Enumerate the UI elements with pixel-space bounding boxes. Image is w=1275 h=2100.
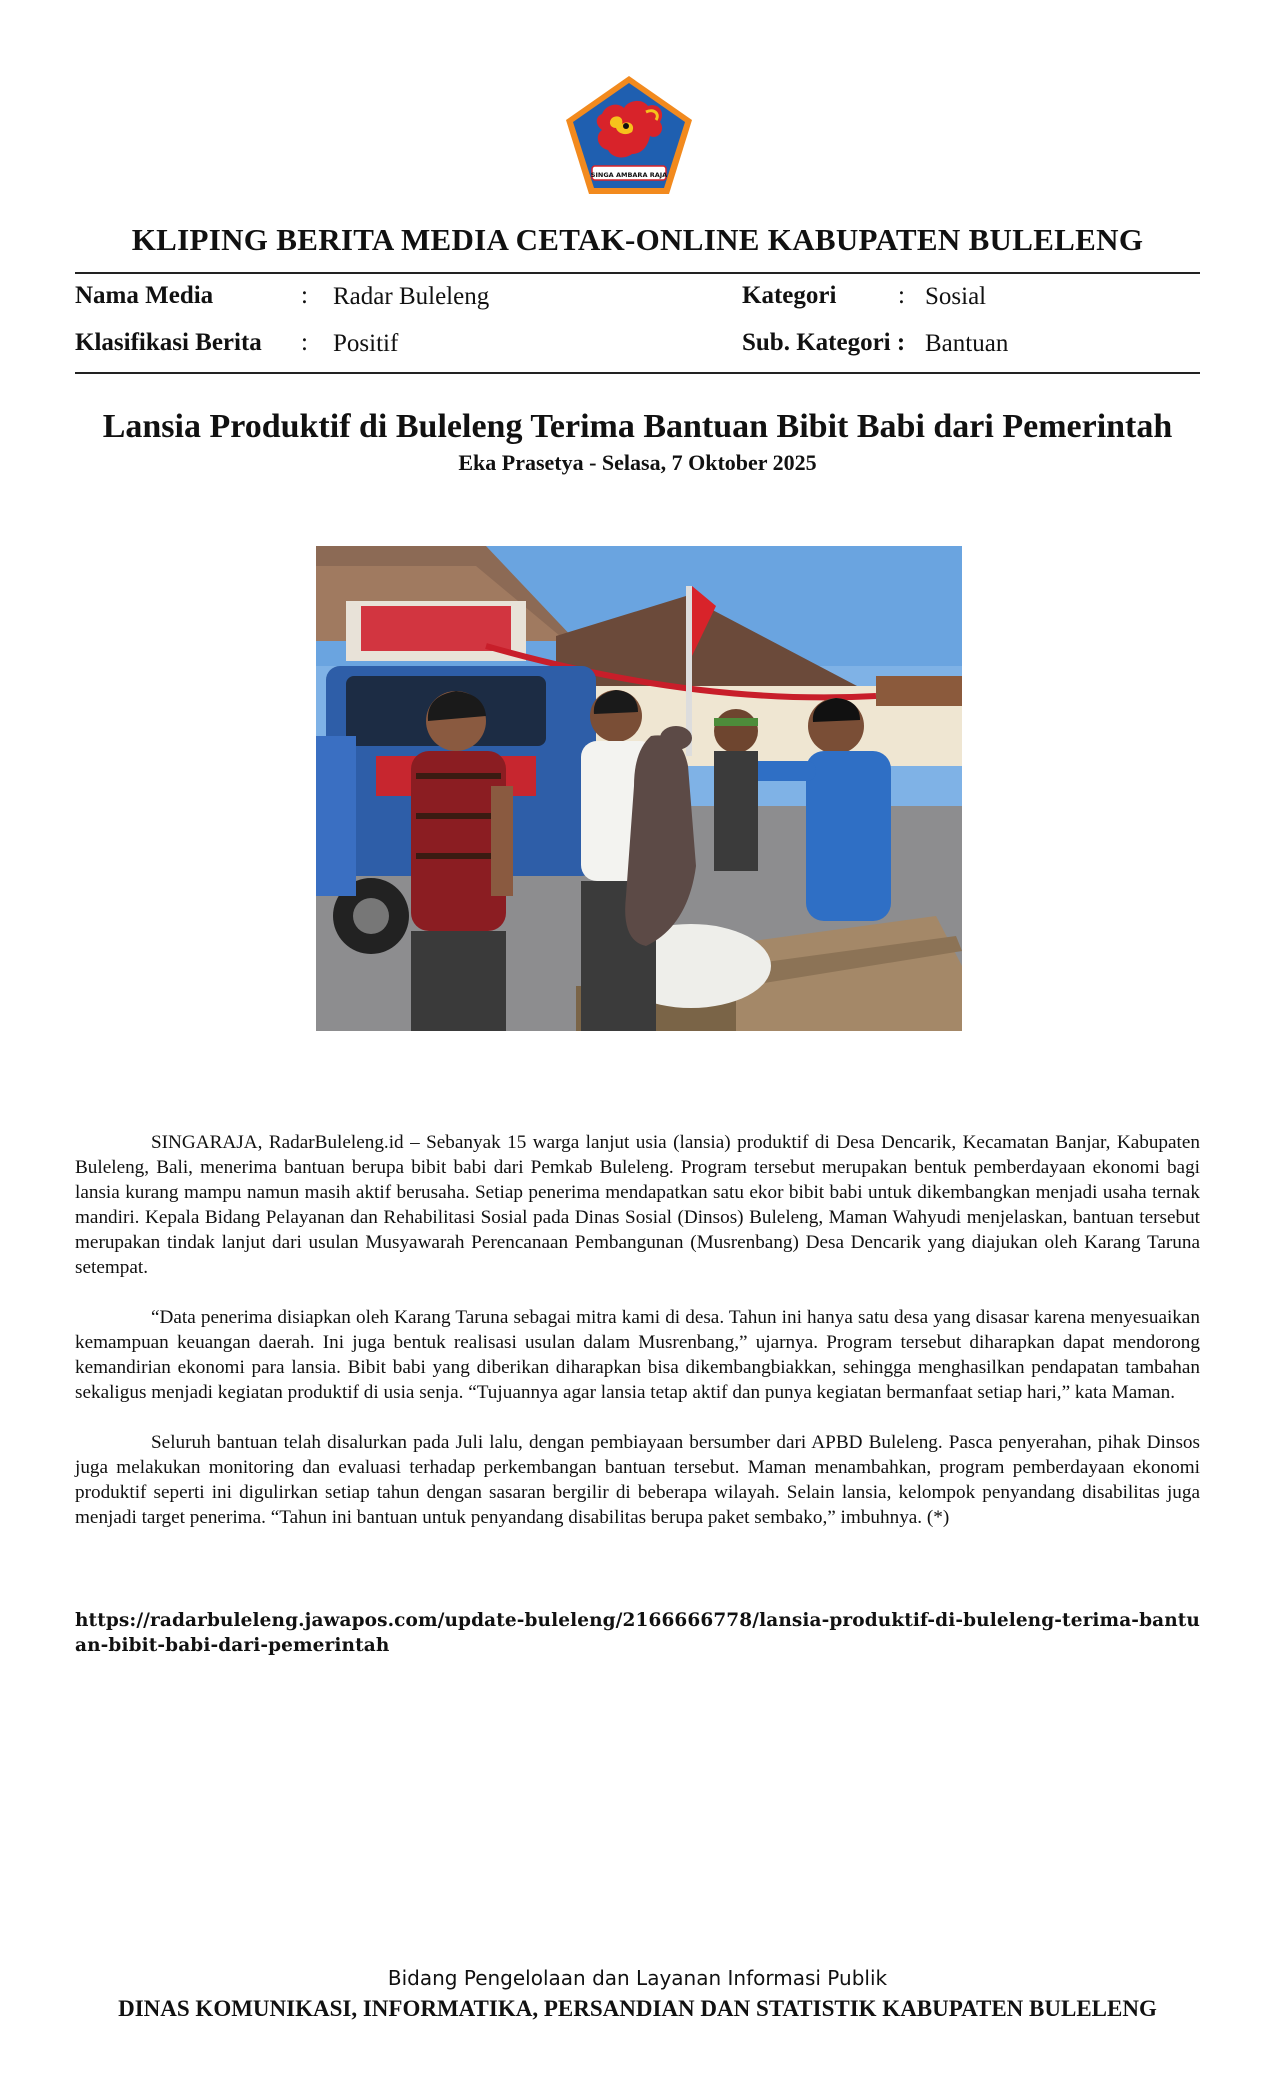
kategori-colon: :	[898, 282, 905, 309]
divider-bottom	[75, 372, 1200, 374]
article-body	[75, 1130, 1200, 1555]
divider-top	[75, 272, 1200, 274]
logo-motto-text: SINGA AMBARA RAJA	[590, 171, 668, 179]
article-paragraph-3: Seluruh bantuan telah disalurkan pada Juli lalu, dengan pembiayaan bersumber dari APBD Buleleng. Pasca penyerahan, pihak Dinsos juga melakukan monitoring dan evaluasi terhadap perkembangan bantuan tersebut. Maman menambahkan, program pemberdayaan ekonomi produktif seperti ini digulirkan setiap tahun dengan sasaran bergilir di beberapa wilayah. Selain lansia, kelompok penyandang disabilitas juga menjadi target penerima. “Tahun ini bantuan untuk penyandang disabilitas berupa paket sembako,” imbuhnya. (*)	[75, 1432, 1200, 1528]
kategori-label: Kategori	[742, 282, 837, 309]
article-headline: Lansia Produktif di Buleleng Terima Bantuan Bibit Babi dari Pemerintah	[102, 408, 1173, 445]
footer-agency: DINAS KOMUNIKASI, INFORMATIKA, PERSANDIAN DAN STATISTIK KABUPATEN BULELENG	[118, 1996, 1157, 2021]
article-byline: Eka Prasetya - Selasa, 7 Oktober 2025	[458, 450, 817, 475]
sub-kategori-value: Bantuan	[925, 330, 1009, 357]
source-link[interactable]: https://radarbuleleng.jawapos.com/update-buleleng/2166666778/lansia-produktif-di-buleleng-terima-bantuan-bibit-babi-dari-pemerintah	[75, 1610, 1200, 1656]
sub-kategori-label: Sub. Kategori :	[742, 329, 906, 356]
klasifikasi-label: Klasifikasi Berita	[75, 329, 262, 356]
nama-media-label: Nama Media	[75, 282, 214, 309]
klasifikasi-colon: :	[301, 329, 308, 356]
article-paragraph-1: SINGARAJA, RadarBuleleng.id – Sebanyak 15 warga lanjut usia (lansia) produktif di Desa Dencarik, Kecamatan Banjar, Kabupaten Buleleng, Bali, menerima bantuan berupa bibit babi dari Pemkab Buleleng. Program tersebut merupakan bentuk pemberdayaan ekonomi bagi lansia kurang mampu namun masih aktif berusaha. Setiap penerima mendapatkan satu ekor bibit babi untuk dikembangkan menjadi usaha ternak mandiri. Kepala Bidang Pelayanan dan Rehabilitasi Sosial pada Dinas Sosial (Dinsos) Buleleng, Maman Wahyudi menjelaskan, bantuan tersebut merupakan tindak lanjut dari usulan Musyawarah Perencanaan Pembangunan (Musrenbang) Desa Dencarik yang diajukan oleh Karang Taruna setempat.	[75, 1132, 1200, 1278]
article-paragraph-2: “Data penerima disiapkan oleh Karang Taruna sebagai mitra kami di desa. Tahun ini hanya satu desa yang disasar karena menyesuaikan kemampuan keuangan daerah. Ini juga bentuk realisasi usulan dalam Musrenbang,” ujarnya. Program tersebut diharapkan dapat mendorong kemandirian ekonomi para lansia. Bibit babi yang diberikan diharapkan bisa dikembangbiakkan, sehingga menghasilkan pendapatan tambahan sekaligus menjadi kegiatan produktif di usia senja. “Tujuannya agar lansia tetap aktif dan punya kegiatan bermanfaat setiap hari,” kata Maman.	[75, 1307, 1200, 1403]
nama-media-value: Radar Buleleng	[333, 283, 490, 310]
kategori-value: Sosial	[925, 283, 987, 310]
document-title: KLIPING BERITA MEDIA CETAK-ONLINE KABUPATEN BULELENG	[131, 222, 1144, 257]
nama-media-colon: :	[301, 282, 308, 309]
klasifikasi-value: Positif	[333, 330, 399, 357]
buleleng-regency-logo	[562, 74, 696, 198]
footer-division: Bidang Pengelolaan dan Layanan Informasi Publik	[387, 1966, 888, 1990]
article-photo	[316, 546, 962, 1031]
